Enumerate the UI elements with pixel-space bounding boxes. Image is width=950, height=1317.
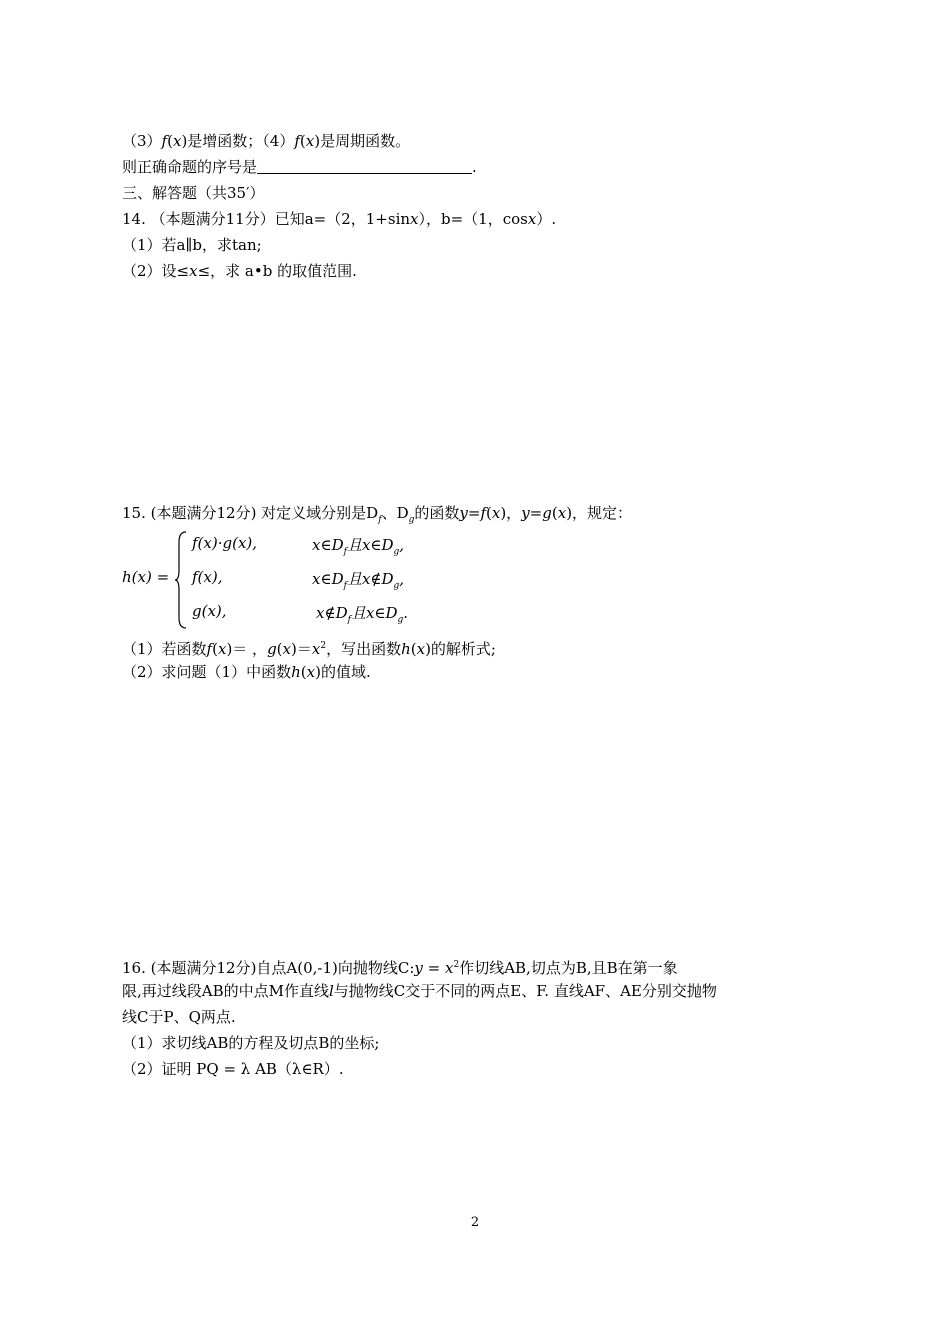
text: )＝ [291,640,312,658]
text: = [422,959,445,977]
text: （1）若函数 [122,640,207,658]
subscript: g [393,581,400,591]
piecewise-lhs: h(x) = [122,568,170,586]
statement-3-4 [122,131,410,151]
text: x [527,210,537,228]
question-16-part-2: （2）证明 PQ = λ AB（λ∈R）. [122,1060,344,1078]
text: )的值域. [315,663,371,681]
piecewise-definition [122,528,482,632]
text: )的解析式; [425,640,496,658]
subscript: f [378,515,382,525]
section-heading: 三、解答题（共35′） [122,184,265,202]
text: ( [212,640,218,658]
text: 15. (本题满分12分) 对定义域分别是D [122,504,379,522]
question-15-part-2 [122,662,371,682]
question-16-line-2 [122,981,717,1001]
text: f [294,132,300,150]
case-2-condition [312,568,404,591]
subscript: g [397,615,404,625]
left-brace-icon [174,530,188,630]
text: x∉D [316,604,348,622]
case-3-expression: g(x), [192,602,227,620]
text: f [161,132,168,150]
text: x [416,640,426,658]
text: ( [300,663,307,681]
text: . [472,158,477,176]
text: x [311,640,321,658]
page-number: 2 [470,1215,480,1230]
superscript: 2 [320,641,327,651]
question-15-part-1 [122,636,496,659]
question-16-line-1 [122,955,678,978]
text: x [557,504,567,522]
text: 则正确命题的序号是 [122,158,258,176]
text: 且x∈D [350,604,398,622]
text: x [217,640,227,658]
text: f [206,640,213,658]
case-3-condition [316,602,408,625]
text: ≤，求 a•b 的取值范围. [197,262,357,280]
text: 与抛物线C交于不同的两点E、F. 直线AF、AE分别交抛物 [333,982,717,1000]
text: ( [551,504,558,522]
text: = [529,504,543,522]
question-14-part-2 [122,261,357,281]
text: ( [410,640,417,658]
question-14 [122,209,556,229]
subscript: g [393,547,400,557]
subscript: f [343,547,347,557]
text: y [414,959,423,977]
question-15 [122,503,632,530]
text: 14. （本题满分11分）已知a=（2，1+sin [122,210,411,228]
text: 作切线AB,切点为B,且B在第一象 [459,959,678,977]
text: x [410,210,419,228]
text: y [459,504,468,522]
text: g [267,640,277,658]
text: x [306,663,316,681]
text: , [399,536,405,554]
text: 限,再过线段AB的中点M作直线 [122,982,329,1000]
subscript: f [343,581,347,591]
text: ( [276,640,283,658]
text: x∈D [312,536,344,554]
text: x [445,959,454,977]
superscript: 2 [453,960,460,970]
text: f [480,504,486,522]
text: 、D [381,504,409,522]
text: y [521,504,530,522]
text: = [467,504,481,522]
question-16-line-3: 线C于P、Q两点. [122,1008,236,1026]
answer-prompt [122,157,477,177]
text: ( [486,504,492,522]
text: ( [299,132,306,150]
text: ），b=（1，cos [418,210,528,228]
text: , [399,570,405,588]
answer-blank[interactable] [257,157,472,174]
text: )是增函数；（4） [181,132,295,150]
text: （2）求问题（1）中函数 [122,663,292,681]
text: ，写出函数 [326,640,402,658]
text: x∈D [312,570,344,588]
text: x [491,504,501,522]
question-16-part-1: （1）求切线AB的方程及切点B的坐标; [122,1034,380,1052]
text: （2）设≤ [122,262,190,280]
text: 16. (本题满分12分)自点A(0,-1)向抛物线C: [122,959,415,977]
text: g [542,504,552,522]
case-1-expression: f(x)·g(x), [192,534,258,552]
text: l [328,982,334,1000]
question-14-part-1: （1）若a∥b，求tan; [122,236,262,254]
text: 且x∈D [346,536,394,554]
text: ）. [536,210,557,228]
text: x [305,132,315,150]
subscript: g [408,515,415,525]
text: x [189,262,198,280]
text: 的函数 [414,504,460,522]
text: )＝ ， [226,640,268,658]
text: )，规定： [566,504,633,522]
text: )， [500,504,522,522]
case-2-expression: f(x), [192,568,223,586]
subscript: f [347,615,351,625]
text: . [403,604,409,622]
text: h [401,640,411,658]
text: h [291,663,301,681]
text: 且x∉D [346,570,394,588]
text: （3） [122,132,162,150]
text: x [282,640,291,658]
text: x [172,132,182,150]
text: )是周期函数。 [314,132,411,150]
text: ( [167,132,173,150]
case-1-condition [312,534,404,557]
